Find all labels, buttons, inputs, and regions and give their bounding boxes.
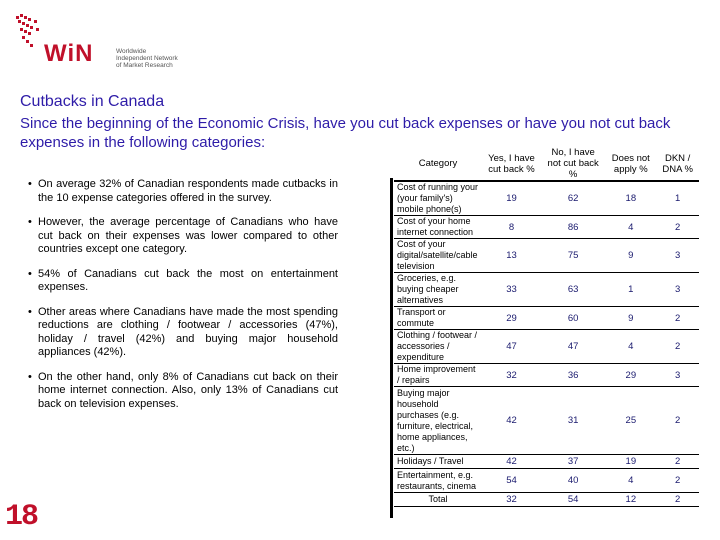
table-row [394, 273, 699, 307]
table-row [394, 387, 699, 455]
value-cell: 33 [482, 273, 541, 307]
value-cell: 2 [656, 469, 699, 493]
value-cell: 47 [541, 330, 605, 364]
bullet-item: • On the other hand, only 8% of Canadians cut back on their home internet connection. Also, only 13% of Canadians cut back on television expenses. [28, 371, 338, 412]
value-cell: 75 [541, 239, 605, 273]
table-row [394, 216, 699, 239]
column-header: Does not apply % [605, 147, 656, 181]
value-cell: 19 [482, 181, 541, 216]
value-cell: 62 [541, 181, 605, 216]
category-cell: Holidays / Travel [394, 455, 482, 469]
value-cell: 2 [656, 307, 699, 330]
win-logo [14, 10, 178, 70]
value-cell: 54 [482, 469, 541, 493]
category-cell: Cost of running your (your family's) mobile phone(s) [394, 181, 482, 216]
total-value-cell: 54 [541, 493, 605, 507]
value-cell: 32 [482, 364, 541, 387]
total-value-cell: 12 [605, 493, 656, 507]
table-row [394, 455, 699, 469]
table-body [394, 181, 699, 507]
value-cell: 36 [541, 364, 605, 387]
value-cell: 60 [541, 307, 605, 330]
bullet-item: • On average 32% of Canadian respondents made cutbacks in the 10 expense categories offered in the survey. [28, 178, 338, 205]
value-cell: 4 [605, 469, 656, 493]
value-cell: 3 [656, 239, 699, 273]
bullet-item: • Other areas where Canadians have made the most spending reductions are clothing / footwear / accessories (47%), holiday / travel (42%) and buying major household appliances (42%). [28, 306, 338, 360]
cutbacks-table-wrap [390, 147, 720, 507]
column-header: DKN / DNA % [656, 147, 699, 181]
value-cell: 3 [656, 273, 699, 307]
value-cell: 40 [541, 469, 605, 493]
slide-subtitle: Since the beginning of the Economic Crisis, have you cut back expenses or have you not cut back expenses in the following categories: [20, 115, 671, 151]
value-cell: 3 [656, 364, 699, 387]
column-header: Category [394, 147, 482, 181]
value-cell: 9 [605, 307, 656, 330]
value-cell: 29 [605, 364, 656, 387]
table-row [394, 330, 699, 364]
category-cell: Entertainment, e.g. restaurants, cinema [394, 469, 482, 493]
total-value-cell: 32 [482, 493, 541, 507]
category-cell: Buying major household purchases (e.g. furniture, electrical, home appliances, etc.) [394, 387, 482, 455]
cutbacks-table [394, 147, 699, 507]
table-row [394, 239, 699, 273]
table-row [394, 181, 699, 216]
category-cell: Groceries, e.g. buying cheaper alternatives [394, 273, 482, 307]
value-cell: 42 [482, 455, 541, 469]
value-cell: 1 [605, 273, 656, 307]
value-cell: 2 [656, 455, 699, 469]
value-cell: 4 [605, 330, 656, 364]
value-cell: 47 [482, 330, 541, 364]
value-cell: 19 [605, 455, 656, 469]
total-row [394, 493, 699, 507]
value-cell: 4 [605, 216, 656, 239]
value-cell: 63 [541, 273, 605, 307]
value-cell: 2 [656, 330, 699, 364]
value-cell: 1 [656, 181, 699, 216]
value-cell: 25 [605, 387, 656, 455]
value-cell: 13 [482, 239, 541, 273]
category-cell: Home improvement / repairs [394, 364, 482, 387]
value-cell: 86 [541, 216, 605, 239]
category-cell: Transport or commute [394, 307, 482, 330]
total-value-cell: 2 [656, 493, 699, 507]
total-label: Total [394, 493, 482, 507]
value-cell: 31 [541, 387, 605, 455]
category-cell: Cost of your digital/satellite/cable television [394, 239, 482, 273]
world-map-icon [14, 10, 44, 60]
bullet-item: • 54% of Canadians cut back the most on entertainment expenses. [28, 268, 338, 295]
column-header: No, I have not cut back % [541, 147, 605, 181]
logo-subtitle: Worldwide Independent Network of Market Research [116, 48, 178, 69]
value-cell: 2 [656, 387, 699, 455]
value-cell: 37 [541, 455, 605, 469]
value-cell: 42 [482, 387, 541, 455]
column-header: Yes, I have cut back % [482, 147, 541, 181]
value-cell: 29 [482, 307, 541, 330]
value-cell: 8 [482, 216, 541, 239]
page-number: 18 [5, 500, 38, 534]
value-cell: 18 [605, 181, 656, 216]
bullet-item: • However, the average percentage of Canadians who have cut back on their expenses was lower compared to other countries except one category. [28, 216, 338, 257]
value-cell: 9 [605, 239, 656, 273]
table-row [394, 307, 699, 330]
value-cell: 2 [656, 216, 699, 239]
category-cell: Cost of your home internet connection [394, 216, 482, 239]
table-row [394, 469, 699, 493]
slide-title: Cutbacks in Canada [20, 93, 165, 110]
bullet-list [28, 178, 338, 422]
table-row [394, 364, 699, 387]
logo-wordmark: WiN [44, 40, 94, 67]
category-cell: Clothing / footwear / accessories / expenditure [394, 330, 482, 364]
